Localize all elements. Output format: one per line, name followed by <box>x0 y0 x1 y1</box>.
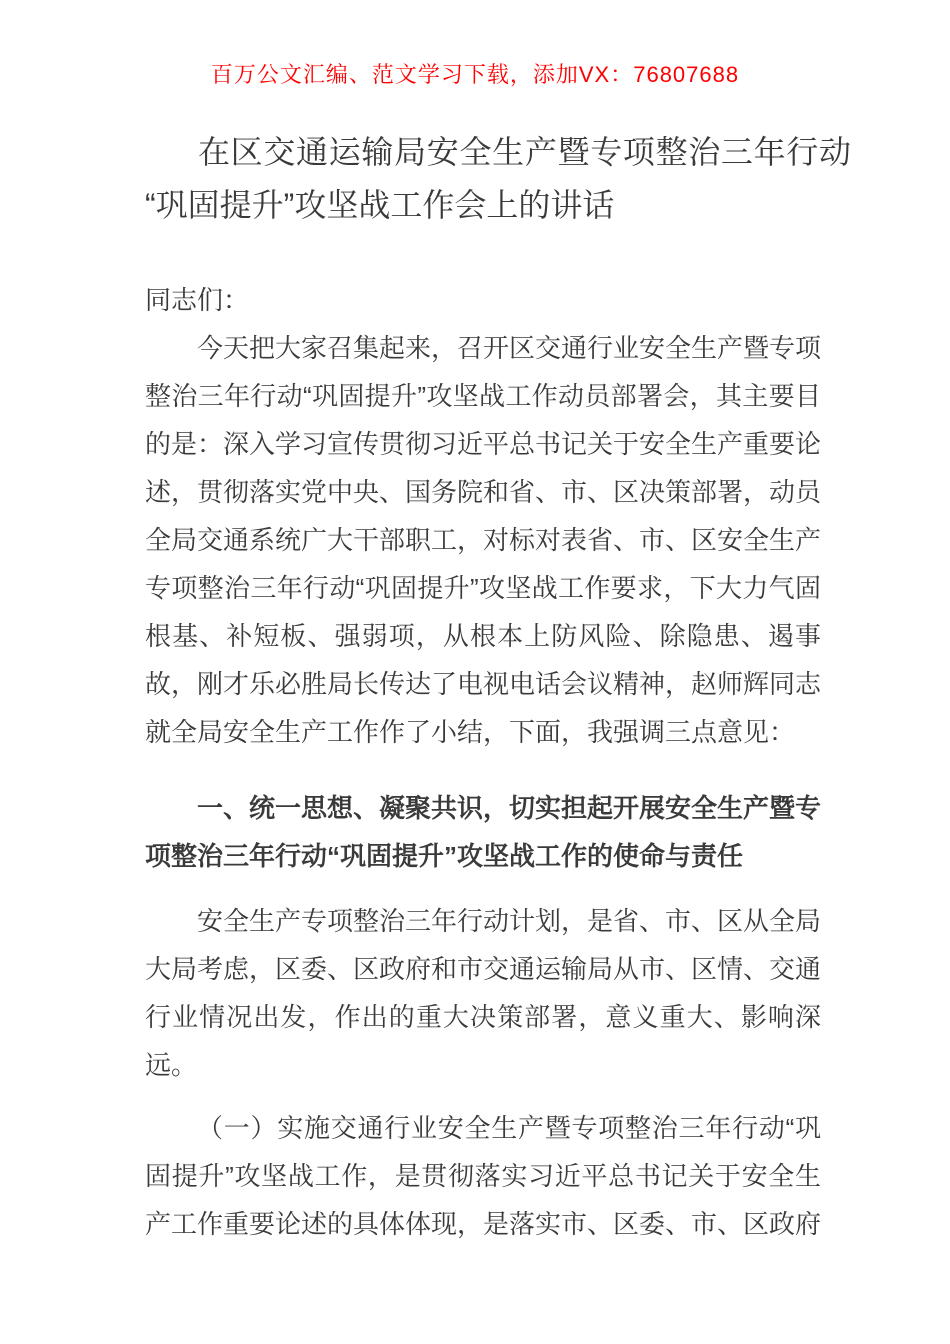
promo-banner: 百万公文汇编、范文学习下载，添加VX：76807688 <box>210 62 740 87</box>
salutation-paragraph: 同志们： <box>145 285 250 315</box>
subsection-one-paragraph: （一）实施交通行业安全生产暨专项整治三年行动“巩固提升”攻坚战工作，是贯彻落实习近平总书记关于安全生产工作重要论述的具体体现，是落实市、区委、市、区政府 <box>145 1113 822 1239</box>
document-content <box>145 276 821 1248</box>
document-body <box>145 126 950 1248</box>
section-one-paragraph: 安全生产专项整治三年行动计划，是省、市、区从全局大局考虑，区委、区政府和市交通运输局从市、区情、交通行业情况出发，作出的重大决策部署，意义重大、影响深远。 <box>145 906 822 1080</box>
intro-paragraph: 今天把大家召集起来，召开区交通行业安全生产暨专项整治三年行动“巩固提升”攻坚战工作动员部署会，其主要目的是：深入学习宣传贯彻习近平总书记关于安全生产重要论述，贯彻落实党中央、国务院和省、市、区决策部署，动员全局交通系统广大干部职工，对标对表省、市、区安全生产专项整治三年行动“巩固提升”攻坚战工作要求，下大力气固根基、补短板、强弱项，从根本上防风险、除隐患、遏事故，刚才乐必胜局长传达了电视电话会议精神，赵师辉同志就全局安全生产工作作了小结，下面，我强调三点意见： <box>145 333 822 747</box>
document-title: 在区交通运输局安全生产暨专项整治三年行动“巩固提升”攻坚战工作会上的讲话 <box>145 134 851 223</box>
section-one-heading: 一、统一思想、凝聚共识，切实担起开展安全生产暨专项整治三年行动“巩固提升”攻坚战工作的使命与责任 <box>145 793 822 871</box>
